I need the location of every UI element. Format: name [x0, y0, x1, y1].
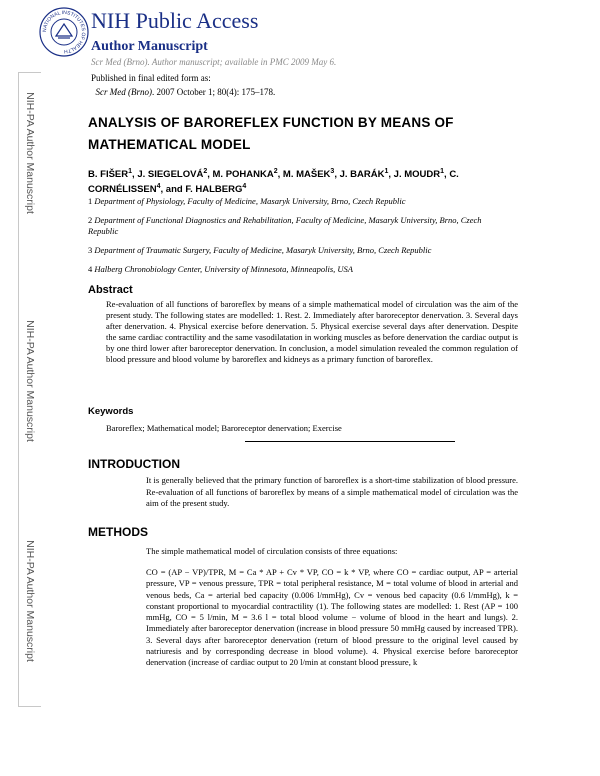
logo-ring-inner [51, 19, 77, 45]
header-subtitle: Author Manuscript [91, 39, 208, 54]
author: J. BARÁK [339, 169, 385, 181]
abstract-text: Re-evaluation of all functions of baroreflex by means of a simple mathematical model of circulation was the aim of the present study. The following states are modelled: 1. Rest. 2. Immediately after baroreceptor denervation. 3. Several days after denervation. 4. Physical exercise before denervation. 5. Physical exercise several days after denervation. Despite the same cardiac contractility and the same vasodilatation in working muscles as before denervation the cardiac output is by one third lower after baroreceptor denervation. In conclusion, a model simulation revealed the common regulation of blood pressure and blood volume by baroreflex and kidneys as a primary function of baroreflex. [106, 299, 518, 364]
sidebar-label: NIH-PA Author Manuscript [24, 92, 36, 214]
author: J. MOUDR [393, 169, 441, 181]
methods-body-text: CO = (AP − VP)/TPR, M = Ca * AP + Cv * VP, CO = k * VP, where CO = cardiac output, AP = arterial pressure, VP = venous pressure, TPR = total peripheral resistance, M = total volume of blood in arterial and venous beds, Ca = arterial bed capacity (0.006 l/mmHg), Cv = venous bed capacity (0.6 l/mmHg), k = constant proportional to myocardial contractility (1). The following states are modelled: 1. Rest (AP = 100 mmHg, CO = 5 l/min, M = 3.6 l = total blood volume − volume of blood in the heart and lungs). 2. Immediately after baroreceptor denervation (increase in blood pressure 50 mmHg caused by increased TPR). 3. Several days after baroreceptor denervation (return of blood pressure to the original level caused by natriuresis and by corresponding decrease in blood volume). 4. Physical exercise before baroreceptor denervation (increase of cardiac output to 20 l/min at constant blood pressure, k [146, 567, 518, 668]
publication-details [91, 87, 275, 97]
journal-name: Scr Med (Brno) [95, 87, 152, 97]
keywords-heading: Keywords [88, 406, 134, 417]
publication-note: Published in final edited form as: [91, 73, 211, 83]
author: C. CORNÉLISSEN [88, 169, 459, 196]
header-title: NIH Public Access [91, 8, 259, 33]
introduction-heading: INTRODUCTION [88, 457, 180, 471]
journal-details: . 2007 October 1; 80(4): 175–178. [151, 87, 276, 97]
author: M. MAŠEK [282, 169, 331, 181]
logo-text: NATIONAL INSTITUTES OF HEALTH [41, 9, 87, 55]
nih-logo [38, 6, 90, 58]
author: J. SIEGELOVÁ [137, 169, 204, 181]
methods-heading: METHODS [88, 525, 148, 539]
introduction-text: It is generally believed that the primary function of baroreflex is a short-time stabilization of blood pressure. Re-evaluation of all functions of baroreflex by means of a simple mathematical model of circulation was the aim of the present study. [146, 475, 518, 508]
affiliation-item: 1 Department of Physiology, Faculty of Medicine, Masaryk University, Brno, Czech Republic [88, 196, 406, 206]
sidebar-label: NIH-PA Author Manuscript [24, 540, 36, 662]
affiliation-item: 2 Department of Functional Diagnostics and Rehabilitation, Faculty of Medicine, Masaryk University, Brno, Czech Republic [88, 215, 482, 236]
keywords-text: Baroreflex; Mathematical model; Baroreceptor denervation; Exercise [106, 423, 342, 433]
sidebar-label: NIH-PA Author Manuscript [24, 320, 36, 442]
paper-title: ANALYSIS OF BAROREFLEX FUNCTION BY MEANS OF MATHEMATICAL MODEL [88, 115, 454, 152]
sidebar-frame [18, 72, 41, 707]
affiliation-item: 3 Department of Traumatic Surgery, Faculty of Medicine, Masaryk University, Brno, Czech Republic [88, 245, 432, 255]
affiliation-item: 4 Halberg Chronobiology Center, University of Minnesota, Minneapolis, USA [88, 264, 353, 274]
author-list: B. FIŠER$^1$, J. SIEGELOVÁ$^2$, M. POHANKA$^2$, M. MAŠEK$^3$, J. BARÁK$^1$, J. MOUDR$^1$, C. CORNÉLISSEN$^4$, and F. HALBERG$^4$ [88, 168, 459, 196]
affiliations [88, 196, 513, 283]
methods-intro-text: The simple mathematical model of circulation consists of three equations: [146, 546, 398, 556]
header-citation: Scr Med (Brno). Author manuscript; available in PMC 2009 May 6. [91, 57, 337, 67]
divider [245, 441, 455, 442]
logo-emblem [56, 24, 72, 36]
author: B. FIŠER [88, 169, 129, 181]
author: M. POHANKA [212, 169, 274, 181]
author: F. HALBERG [185, 184, 243, 196]
abstract-heading: Abstract [88, 284, 133, 296]
